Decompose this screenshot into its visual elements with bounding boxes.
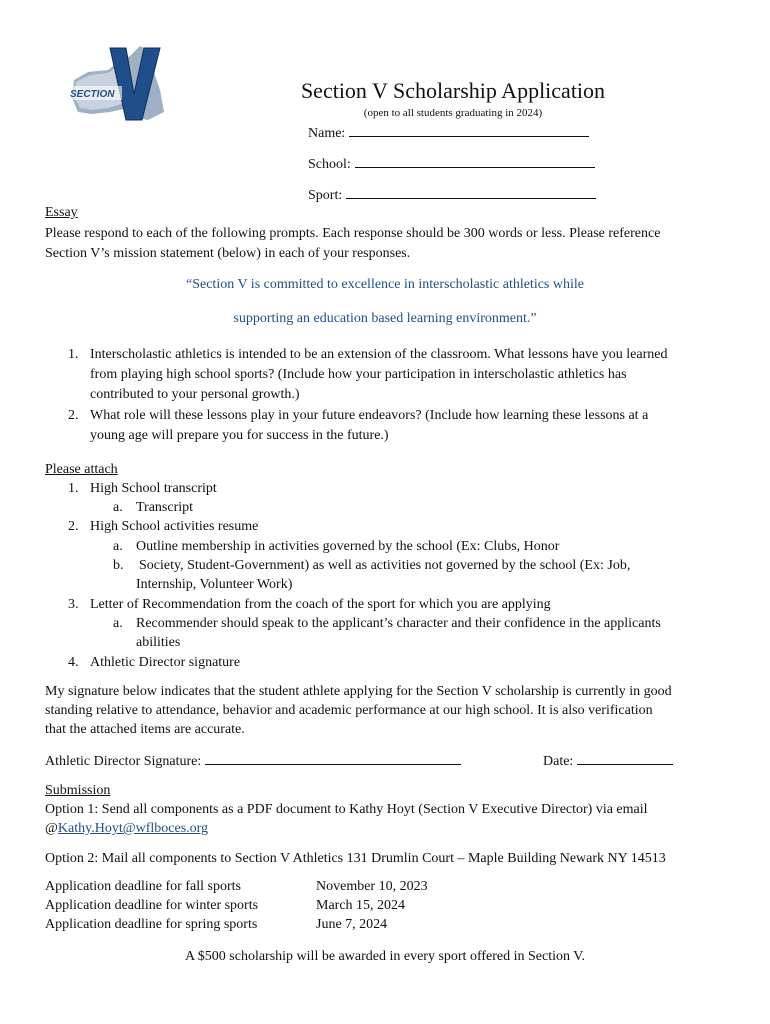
deadline-spring-date: June 7, 2024 — [316, 917, 388, 932]
logo-text: SECTION — [70, 89, 115, 100]
attach-item-2b-line1: Society, Student-Government) as well as activities not governed by the school (Ex: Job, — [139, 558, 631, 573]
email-link[interactable]: Kathy.Hoyt@wflboces.org — [57, 821, 209, 836]
attach-item-3-number: 3. — [68, 597, 79, 612]
date-label: Date: — [543, 754, 574, 769]
mission-quote-line2: supporting an education based learning environment.” — [233, 311, 537, 326]
essay-heading: Essay — [45, 205, 78, 220]
scholarship-award-note: A $500 scholarship will be awarded in every sport offered in Section V. — [184, 949, 586, 964]
name-label: Name: — [308, 126, 346, 141]
sport-blank[interactable] — [346, 185, 596, 199]
attach-item-3a-line1: Recommender should speak to the applicant’s character and their confidence in the applicants — [136, 616, 661, 631]
attach-item-1-number: 1. — [68, 481, 79, 496]
option1-line1: Option 1: Send all components as a PDF document to Kathy Hoyt (Section V Executive Director) via email — [45, 802, 648, 817]
prompt-1-line2: from playing high school sports? (Include how your participation in interscholastic athletics has — [90, 367, 627, 382]
attach-item-3: Letter of Recommendation from the coach of the sport for which you are applying — [90, 597, 551, 612]
attach-item-2a-letter: a. — [113, 539, 123, 554]
attach-item-1a: Transcript — [136, 500, 194, 515]
deadline-fall-label: Application deadline for fall sports — [45, 879, 241, 894]
ad-signature-label: Athletic Director Signature: — [45, 754, 202, 769]
date-blank[interactable] — [577, 751, 673, 765]
attach-item-2a: Outline membership in activities governed by the school (Ex: Clubs, Honor — [136, 539, 560, 554]
attach-item-2b-line2: Internship, Volunteer Work) — [136, 577, 293, 592]
date-field[interactable] — [543, 751, 673, 771]
prompt-1-line3: contributed to your personal growth.) — [90, 387, 300, 402]
school-label: School: — [308, 157, 351, 172]
deadline-fall-date: November 10, 2023 — [316, 879, 428, 894]
essay-intro-line2: Section V’s mission statement (below) in each of your responses. — [45, 246, 411, 261]
option1-line2 — [45, 819, 208, 838]
prompt-2-line2: young age will prepare you for success in the future.) — [90, 428, 389, 443]
attach-item-2: High School activities resume — [90, 519, 259, 534]
name-blank[interactable] — [349, 123, 589, 137]
option1-at: @ — [45, 821, 58, 836]
deadline-winter-date: March 15, 2024 — [316, 898, 406, 913]
statement-line3: that the attached items are accurate. — [45, 722, 245, 737]
prompt-1-number: 1. — [68, 347, 79, 362]
ad-signature-field[interactable] — [45, 751, 461, 771]
submission-heading: Submission — [45, 783, 111, 798]
attach-item-2-number: 2. — [68, 519, 79, 534]
attach-item-4: Athletic Director signature — [90, 655, 241, 670]
prompt-2-line1: What role will these lessons play in your future endeavors? (Include how learning these lessons at a — [90, 408, 649, 423]
attach-item-3a-letter: a. — [113, 616, 123, 631]
mission-quote-line1: “Section V is committed to excellence in interscholastic athletics while — [186, 277, 584, 292]
sport-label: Sport: — [308, 188, 343, 203]
attach-item-1a-letter: a. — [113, 500, 123, 515]
option2: Option 2: Mail all components to Section V Athletics 131 Drumlin Court – Maple Building Newark NY 14513 — [45, 851, 666, 866]
statement-line1: My signature below indicates that the student athlete applying for the Section V scholarship is currently in good — [45, 684, 672, 699]
prompt-2-number: 2. — [68, 408, 79, 423]
ad-signature-blank[interactable] — [205, 751, 461, 765]
attach-item-1: High School transcript — [90, 481, 217, 496]
statement-line2: standing relative to attendance, behavior and academic performance at our high school. It is also verification — [45, 703, 653, 718]
page-subtitle: (open to all students graduating in 2024) — [363, 107, 543, 119]
page-title: Section V Scholarship Application — [300, 78, 606, 103]
school-field[interactable] — [308, 154, 595, 173]
essay-intro-line1: Please respond to each of the following prompts. Each response should be 300 words or less. Please reference — [45, 226, 661, 241]
attach-item-3a-line2: abilities — [136, 635, 181, 650]
attach-heading: Please attach — [45, 462, 118, 477]
school-blank[interactable] — [355, 154, 595, 168]
prompt-1-line1: Interscholastic athletics is intended to be an extension of the classroom. What lessons have you learned — [90, 347, 668, 362]
attach-item-2b-letter: b. — [113, 558, 124, 573]
sport-field[interactable] — [308, 185, 596, 204]
deadline-spring-label: Application deadline for spring sports — [45, 917, 258, 932]
name-field[interactable] — [308, 123, 589, 142]
attach-item-4-number: 4. — [68, 655, 79, 670]
deadline-winter-label: Application deadline for winter sports — [45, 898, 259, 913]
